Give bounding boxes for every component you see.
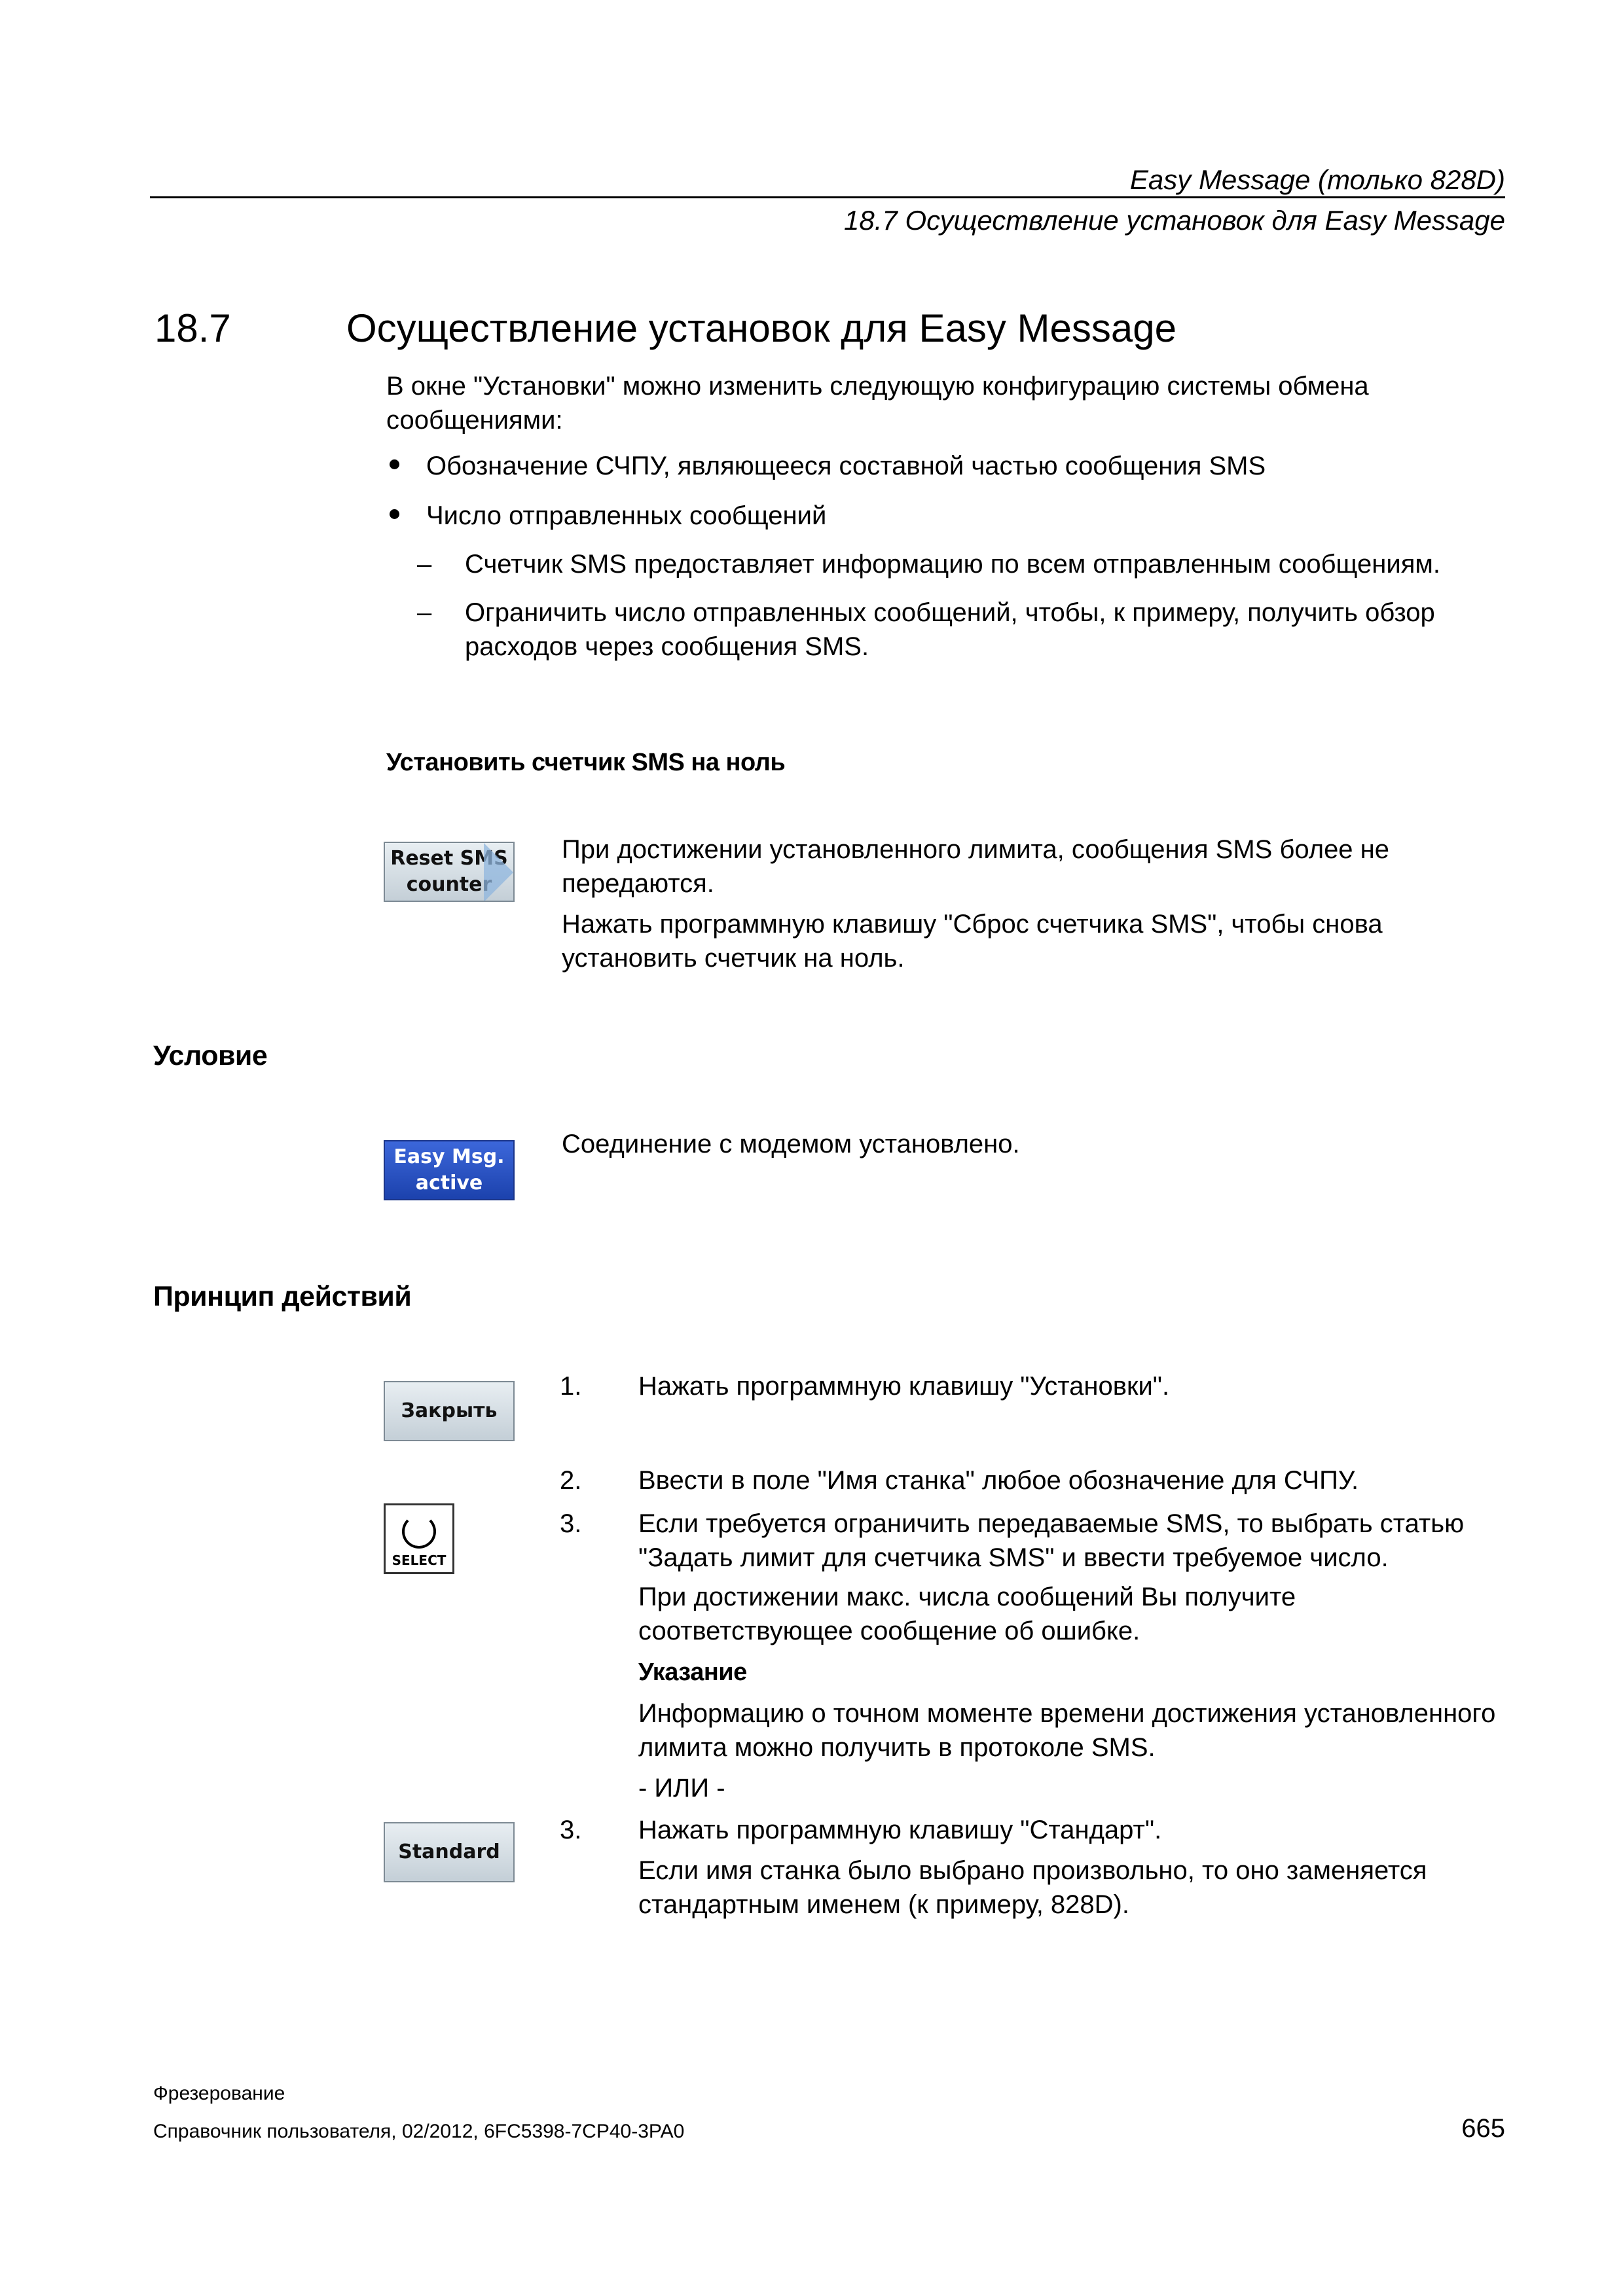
procedure-heading: Принцип действий	[153, 1281, 412, 1312]
section-number: 18.7	[155, 306, 231, 350]
header-chapter: Easy Message (только 828D)	[1129, 164, 1505, 195]
page-number: 665	[1461, 2114, 1505, 2143]
dash-marker: –	[417, 598, 432, 627]
reset-paragraph-2: Нажать программную клавишу "Сброс счетчика SMS", чтобы снова установить счетчик на ноль.	[562, 910, 1383, 973]
intro-paragraph: В окне "Установки" можно изменить следующую конфигурацию системы обмена сообщениями:	[386, 372, 1369, 435]
select-ring-icon	[402, 1515, 436, 1549]
step-3-note: При достижении макс. числа сообщений Вы получите соответствующее сообщение об ошибке.	[638, 1583, 1296, 1645]
alt-step-note: Если имя станка было выбрано произвольно, то оно заменяется стандартным именем (к примеру, 828D).	[638, 1856, 1427, 1919]
softkey-label: Standard	[398, 1840, 500, 1863]
step-number-3: 3.	[560, 1509, 582, 1538]
alt-step-number: 3.	[560, 1816, 582, 1844]
softkey-line-1: Easy Msg.	[393, 1145, 505, 1168]
step-number-2: 2.	[560, 1466, 582, 1495]
alt-step-text: Нажать программную клавишу "Стандарт".	[638, 1816, 1162, 1844]
footer-line-2: Справочник пользователя, 02/2012, 6FC5398-7CP40-3PA0	[153, 2121, 685, 2142]
close-softkey	[384, 1381, 515, 1441]
softkey-line-2: active	[415, 1172, 483, 1194]
select-key-label: SELECT	[392, 1552, 447, 1568]
step-text-2: Ввести в поле "Имя станка" любое обозначение для СЧПУ.	[638, 1466, 1359, 1495]
dash-item-1: Счетчик SMS предоставляет информацию по всем отправленным сообщениям.	[465, 550, 1440, 579]
arrow-icon	[484, 843, 513, 902]
reset-sms-counter-softkey	[384, 842, 515, 902]
softkey-line-2: counter	[406, 873, 492, 896]
note-heading: Указание	[638, 1659, 747, 1686]
step-text-3: Если требуется ограничить передаваемые SMS, то выбрать статью "Задать лимит для счетчика SMS" и ввести требуемое число.	[638, 1509, 1465, 1572]
header-section: 18.7 Осуществление установок для Easy Message	[844, 205, 1505, 236]
softkey-line-1: Reset SMS	[390, 847, 508, 870]
reset-paragraph-1: При достижении установленного лимита, сообщения SMS более не передаются.	[562, 835, 1390, 898]
reset-heading: Установить счетчик SMS на ноль	[386, 749, 786, 776]
step-number-1: 1.	[560, 1372, 582, 1401]
step-text-1: Нажать программную клавишу "Установки".	[638, 1372, 1170, 1401]
standard-softkey	[384, 1822, 515, 1882]
condition-text: Соединение с модемом установлено.	[562, 1130, 1020, 1158]
dash-marker: –	[417, 550, 432, 579]
or-separator: - ИЛИ -	[638, 1774, 725, 1803]
softkey-label: Закрыть	[401, 1399, 498, 1422]
section-title: Осуществление установок для Easy Message	[346, 306, 1176, 350]
bullet-marker	[390, 509, 399, 519]
dash-item-2: Ограничить число отправленных сообщений, чтобы, к примеру, получить обзор расходов через сообщения SMS.	[465, 598, 1435, 661]
bullet-item-2: Число отправленных сообщений	[426, 501, 827, 530]
bullet-marker	[390, 459, 399, 469]
condition-heading: Условие	[153, 1040, 268, 1071]
select-key	[384, 1503, 454, 1574]
easy-msg-active-softkey	[384, 1140, 515, 1200]
note-text: Информацию о точном моменте времени достижения установленного лимита можно получить в протоколе SMS.	[638, 1699, 1496, 1762]
footer-line-1: Фрезерование	[153, 2083, 285, 2104]
bullet-item-1: Обозначение СЧПУ, являющееся составной частью сообщения SMS	[426, 452, 1266, 480]
header-rule	[150, 196, 1505, 198]
